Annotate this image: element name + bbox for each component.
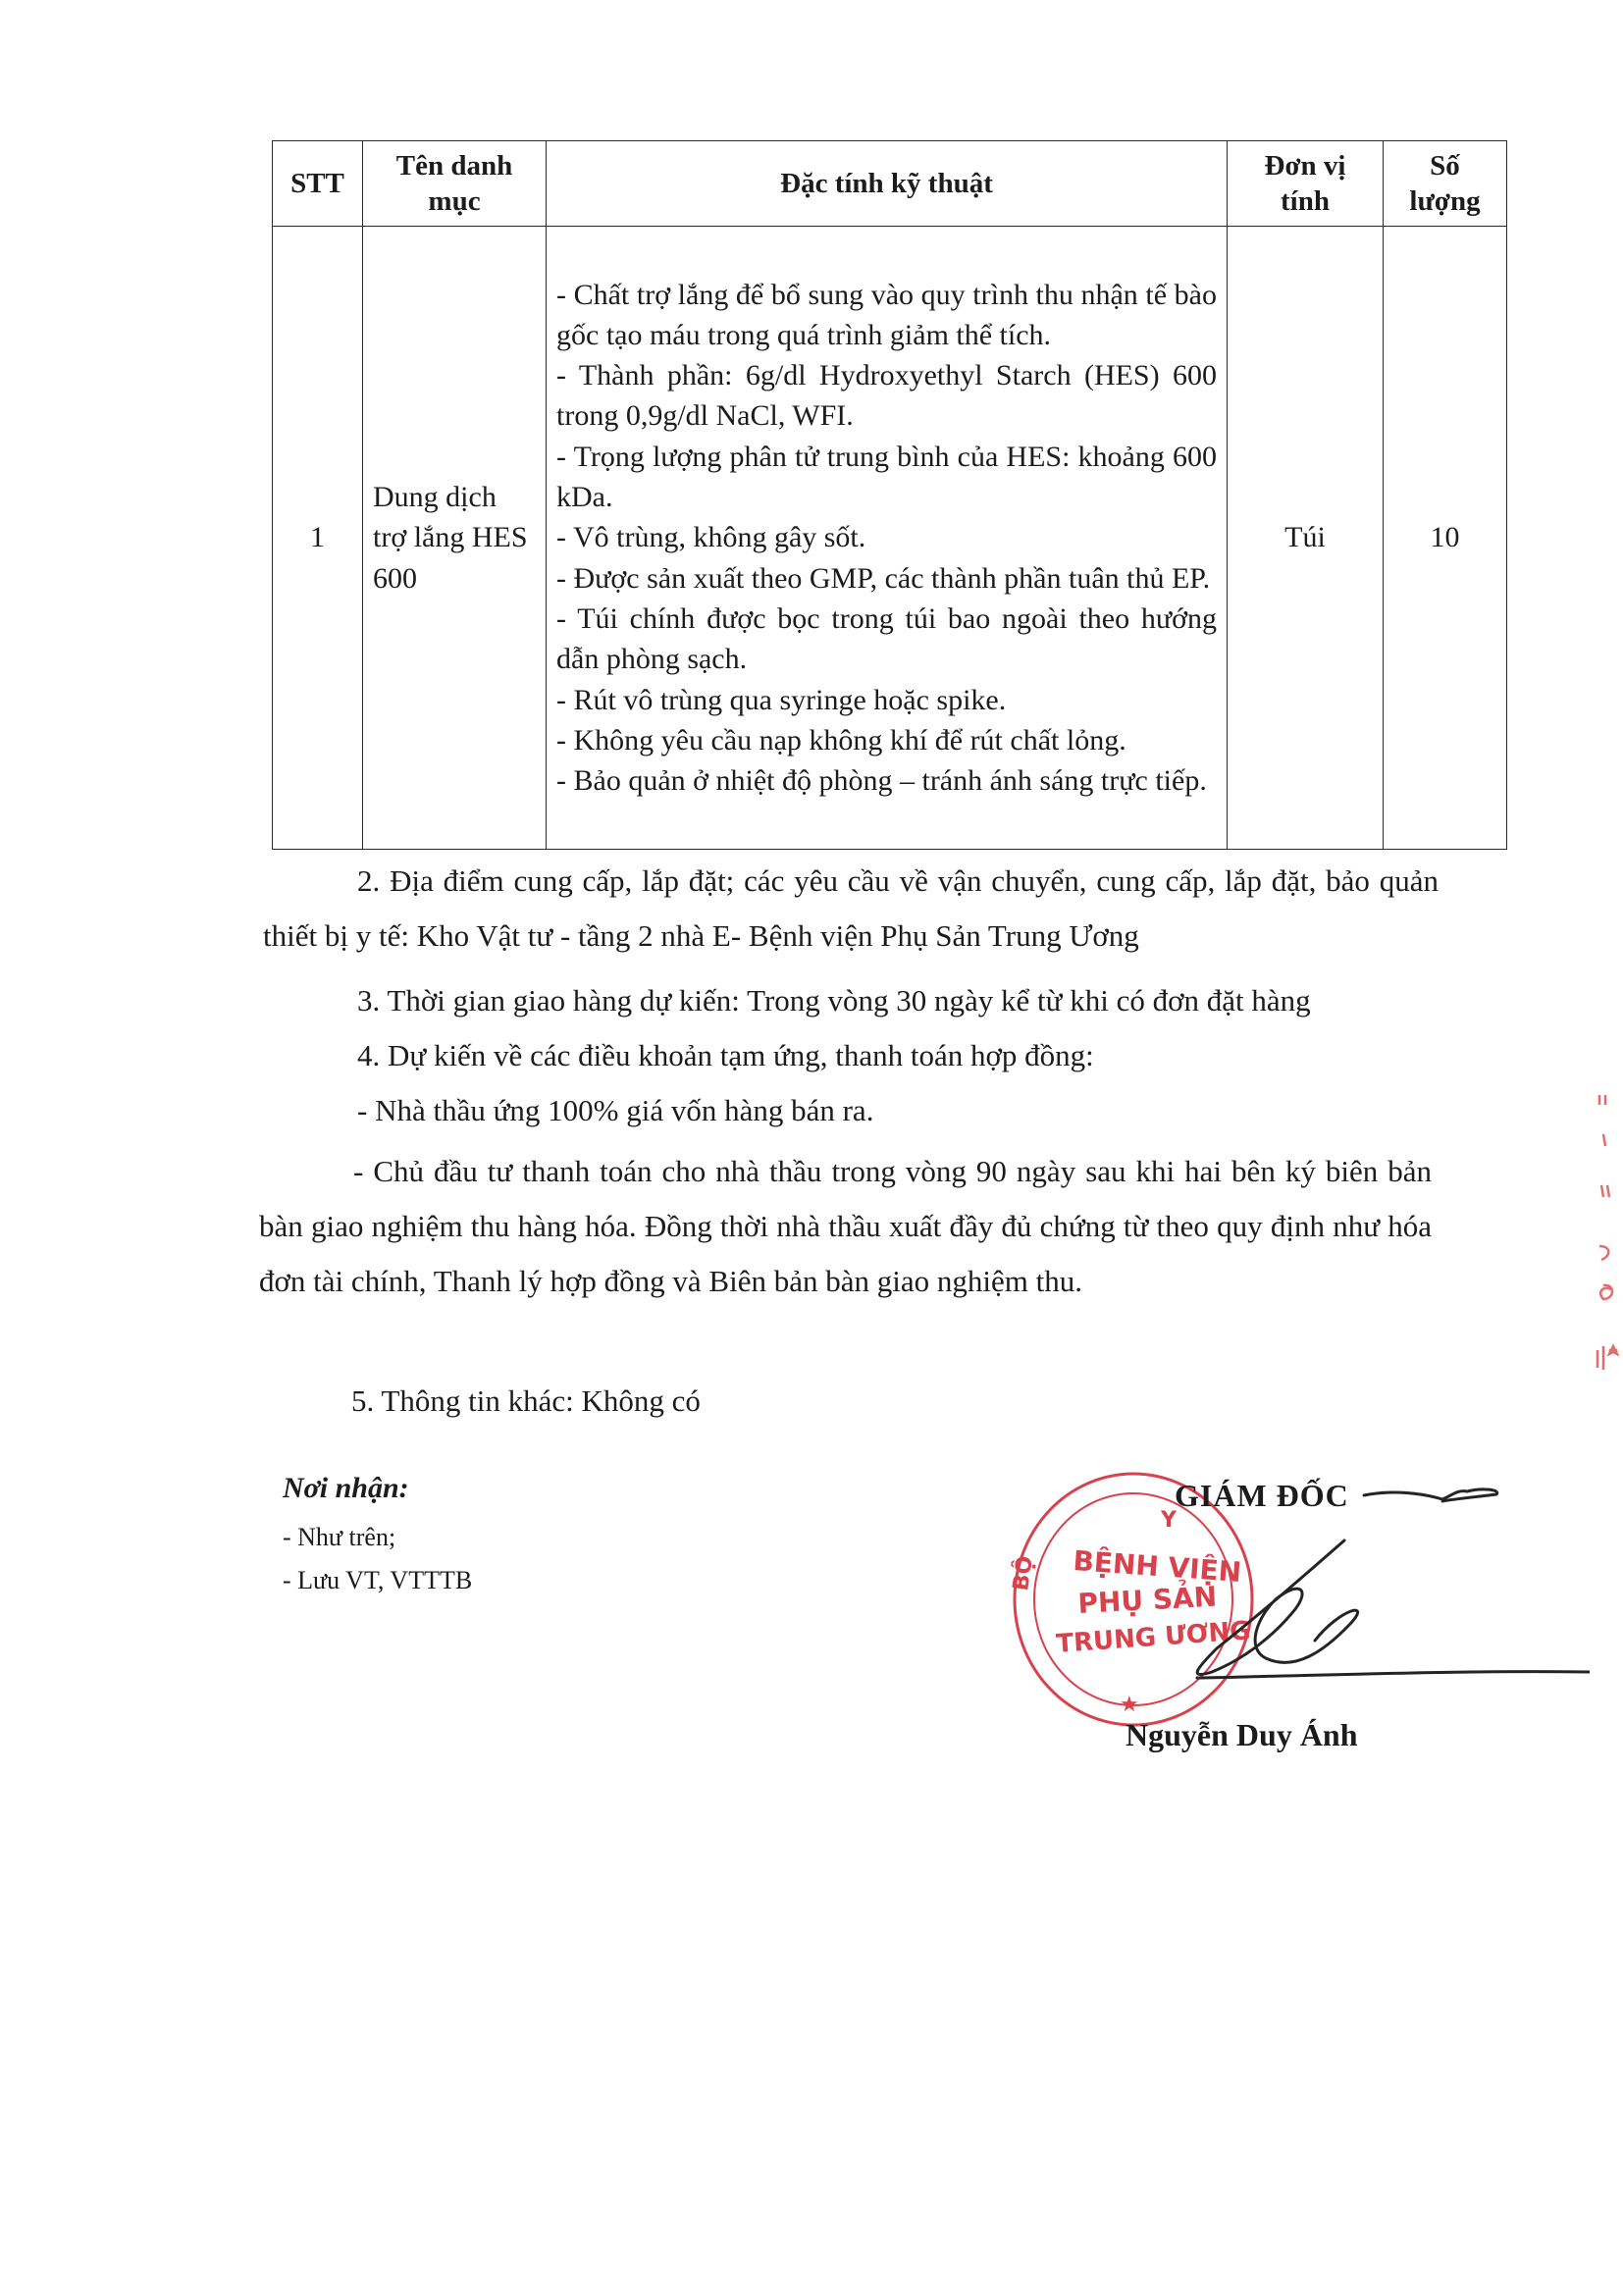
stamp-star-icon: ★ [1120, 1693, 1139, 1717]
spec-line: - Túi chính được bọc trong túi bao ngoài theo hướng dẫn phòng sạch. [556, 601, 1217, 676]
stamp-org-top: BỆNH VIỆN [1072, 1544, 1243, 1589]
header-stt: STT [273, 141, 363, 227]
spec-line: - Bảo quản ở nhiệt độ phòng – tránh ánh sáng trực tiếp. [556, 764, 1207, 798]
spec-line: - Không yêu cầu nạp không khí để rút chất lỏng. [556, 723, 1126, 757]
row-item-name: Dung dịch trợ lắng HES 600 [363, 227, 547, 850]
section-other-info: 5. Thông tin khác: Không có [351, 1383, 701, 1418]
spec-line: - Chất trợ lắng để bổ sung vào quy trình thu nhận tế bào gốc tạo máu trong quá trình giảm thể tích. [556, 278, 1217, 351]
section-delivery-location: 2. Địa điểm cung cấp, lắp đặt; các yêu cầu về vận chuyển, cung cấp, lắp đặt, bảo quản thiết bị y tế: Kho Vật tư - tầng 2 nhà E- Bệnh viện Phụ Sản Trung Ương [263, 863, 1439, 953]
section-payment-terms: 4. Dự kiến về các điều khoản tạm ứng, thanh toán hợp đồng: [357, 1038, 1094, 1072]
header-quantity: Số lượng [1384, 141, 1507, 227]
stamp-ring-left: BỘ [1009, 1554, 1038, 1592]
table-header-row [273, 141, 1507, 227]
row-stt: 1 [273, 227, 363, 850]
section-advance-payment: - Nhà thầu ứng 100% giá vốn hàng bán ra. [357, 1093, 874, 1127]
stamp-org-bottom: TRUNG ƯƠNG [1055, 1616, 1252, 1659]
stamp-ring-top: Y [1161, 1508, 1177, 1533]
section-delivery-time: 3. Thời gian giao hàng dự kiến: Trong vòng 30 ngày kể từ khi có đơn đặt hàng [357, 983, 1311, 1018]
spec-line: - Vô trùng, không gây sốt. [556, 521, 866, 554]
header-technical-spec: Đặc tính kỹ thuật [547, 141, 1228, 227]
spec-line: - Được sản xuất theo GMP, các thành phần tuân thủ EP. [556, 561, 1211, 595]
spec-line: - Trọng lượng phân tử trung bình của HES: khoảng 600 kDa. [556, 440, 1217, 514]
recipient-item: - Như trên; [283, 1523, 396, 1551]
signatory-name: Nguyễn Duy Ánh [1126, 1717, 1358, 1752]
row-technical-spec [547, 227, 1228, 850]
handwritten-signature [1158, 1462, 1590, 1697]
row-quantity: 10 [1384, 227, 1507, 850]
technical-spec-table [272, 140, 1507, 850]
recipient-item: - Lưu VT, VTTTB [283, 1566, 473, 1594]
recipients-title: Nơi nhận: [283, 1472, 409, 1504]
spec-line: - Thành phần: 6g/dl Hydroxyethyl Starch (HES) 600 trong 0,9g/dl NaCl, WFI. [556, 359, 1217, 433]
stamp-org-mid: PHỤ SẢN [1076, 1580, 1218, 1620]
section-investor-payment: - Chủ đầu tư thanh toán cho nhà thầu trong vòng 90 ngày sau khi hai bên ký biên bản bàn giao nghiệm thu hàng hóa. Đồng thời nhà thầu xuất đầy đủ chứng từ theo quy định như hóa đơn tài chính, Thanh lý hợp đồng và Biên bản bàn giao nghiệm thu. [259, 1154, 1432, 1298]
header-item-name: Tên danh mục [363, 141, 547, 227]
spec-line: - Rút vô trùng qua syringe hoặc spike. [556, 683, 1007, 716]
signatory-title: GIÁM ĐỐC [1175, 1478, 1349, 1513]
header-unit: Đơn vị tính [1228, 141, 1384, 227]
table-row [273, 227, 1507, 850]
row-unit: Túi [1228, 227, 1384, 850]
edge-stamp-fragment [1590, 1089, 1619, 1403]
